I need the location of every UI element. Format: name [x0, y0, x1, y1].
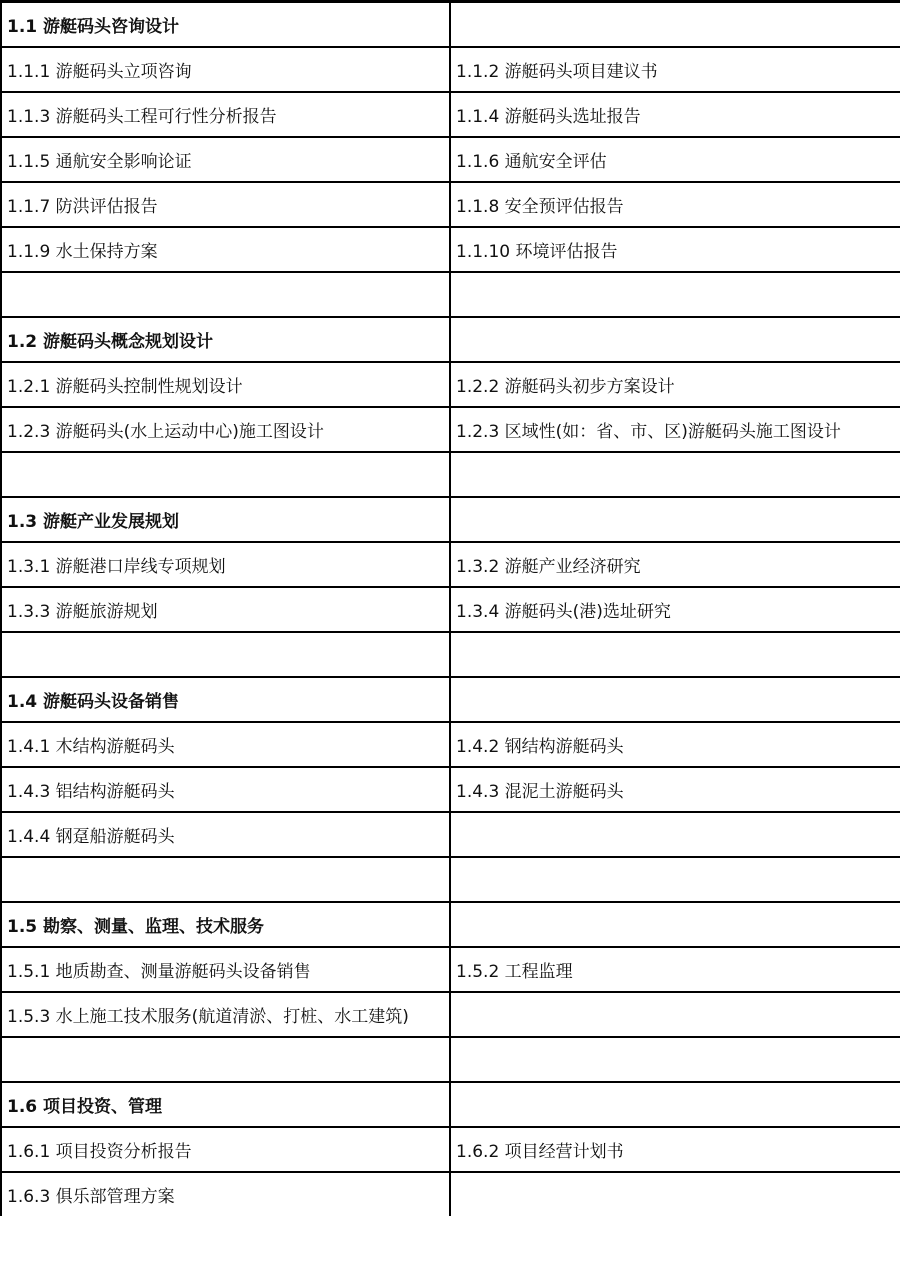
section-heading-row: [1, 902, 900, 947]
empty-cell: [450, 992, 900, 1037]
service-item: 1.1.6 通航安全评估: [450, 137, 900, 182]
table-row: [1, 722, 900, 767]
section-heading: 1.4 游艇码头设备销售: [1, 677, 450, 722]
table-row: [1, 137, 900, 182]
table-row: [1, 542, 900, 587]
service-item: 1.1.7 防洪评估报告: [1, 182, 450, 227]
table-row: [1, 812, 900, 857]
table-row: [1, 227, 900, 272]
spacer-row: [1, 452, 900, 497]
service-item: 1.2.2 游艇码头初步方案设计: [450, 362, 900, 407]
empty-cell: [1, 632, 450, 677]
service-item: 1.1.10 环境评估报告: [450, 227, 900, 272]
spacer-row: [1, 632, 900, 677]
section-heading: 1.6 项目投资、管理: [1, 1082, 450, 1127]
section-heading: 1.2 游艇码头概念规划设计: [1, 317, 450, 362]
section-heading-row: [1, 317, 900, 362]
section-heading: 1.5 勘察、测量、监理、技术服务: [1, 902, 450, 947]
empty-cell: [450, 1082, 900, 1127]
service-item: 1.4.3 混泥土游艇码头: [450, 767, 900, 812]
table-row: [1, 767, 900, 812]
empty-cell: [1, 1037, 450, 1082]
table-row: [1, 362, 900, 407]
service-item: 1.3.1 游艇港口岸线专项规划: [1, 542, 450, 587]
spacer-row: [1, 272, 900, 317]
empty-cell: [450, 497, 900, 542]
empty-cell: [450, 632, 900, 677]
table-row: [1, 1172, 900, 1216]
service-item: 1.1.8 安全预评估报告: [450, 182, 900, 227]
service-item: 1.1.5 通航安全影响论证: [1, 137, 450, 182]
service-item: 1.1.9 水土保持方案: [1, 227, 450, 272]
table-row: [1, 947, 900, 992]
table-row: [1, 587, 900, 632]
table-row: [1, 407, 900, 452]
empty-cell: [1, 857, 450, 902]
service-item: 1.6.1 项目投资分析报告: [1, 1127, 450, 1172]
service-item: 1.3.2 游艇产业经济研究: [450, 542, 900, 587]
service-item: 1.4.1 木结构游艇码头: [1, 722, 450, 767]
table-row: [1, 92, 900, 137]
service-item: 1.2.3 区域性(如：省、市、区)游艇码头施工图设计: [450, 407, 900, 452]
service-item: 1.4.2 钢结构游艇码头: [450, 722, 900, 767]
empty-cell: [450, 812, 900, 857]
section-heading: 1.1 游艇码头咨询设计: [1, 2, 450, 48]
service-item: 1.4.3 铝结构游艇码头: [1, 767, 450, 812]
service-item: 1.3.3 游艇旅游规划: [1, 587, 450, 632]
service-item: 1.2.3 游艇码头(水上运动中心)施工图设计: [1, 407, 450, 452]
service-item: 1.1.4 游艇码头选址报告: [450, 92, 900, 137]
service-item: 1.3.4 游艇码头(港)选址研究: [450, 587, 900, 632]
section-heading-row: [1, 1082, 900, 1127]
services-table-body: [1, 2, 900, 1217]
empty-cell: [450, 677, 900, 722]
service-item: 1.6.3 俱乐部管理方案: [1, 1172, 450, 1216]
empty-cell: [1, 272, 450, 317]
service-item: 1.5.2 工程监理: [450, 947, 900, 992]
empty-cell: [1, 452, 450, 497]
empty-cell: [450, 317, 900, 362]
section-heading-row: [1, 2, 900, 48]
service-item: 1.2.1 游艇码头控制性规划设计: [1, 362, 450, 407]
section-heading: 1.3 游艇产业发展规划: [1, 497, 450, 542]
section-heading-row: [1, 677, 900, 722]
service-item: 1.4.4 钢趸船游艇码头: [1, 812, 450, 857]
empty-cell: [450, 272, 900, 317]
empty-cell: [450, 452, 900, 497]
service-item: 1.1.2 游艇码头项目建议书: [450, 47, 900, 92]
empty-cell: [450, 902, 900, 947]
table-row: [1, 1127, 900, 1172]
table-row: [1, 992, 900, 1037]
spacer-row: [1, 857, 900, 902]
section-heading-row: [1, 497, 900, 542]
service-item: 1.5.1 地质勘查、测量游艇码头设备销售: [1, 947, 450, 992]
empty-cell: [450, 857, 900, 902]
empty-cell: [450, 1037, 900, 1082]
service-item: 1.1.3 游艇码头工程可行性分析报告: [1, 92, 450, 137]
service-item: 1.1.1 游艇码头立项咨询: [1, 47, 450, 92]
empty-cell: [450, 1172, 900, 1216]
table-row: [1, 47, 900, 92]
table-row: [1, 182, 900, 227]
service-item: 1.6.2 项目经营计划书: [450, 1127, 900, 1172]
service-item: 1.5.3 水上施工技术服务(航道清淤、打桩、水工建筑): [1, 992, 450, 1037]
empty-cell: [450, 2, 900, 48]
spacer-row: [1, 1037, 900, 1082]
